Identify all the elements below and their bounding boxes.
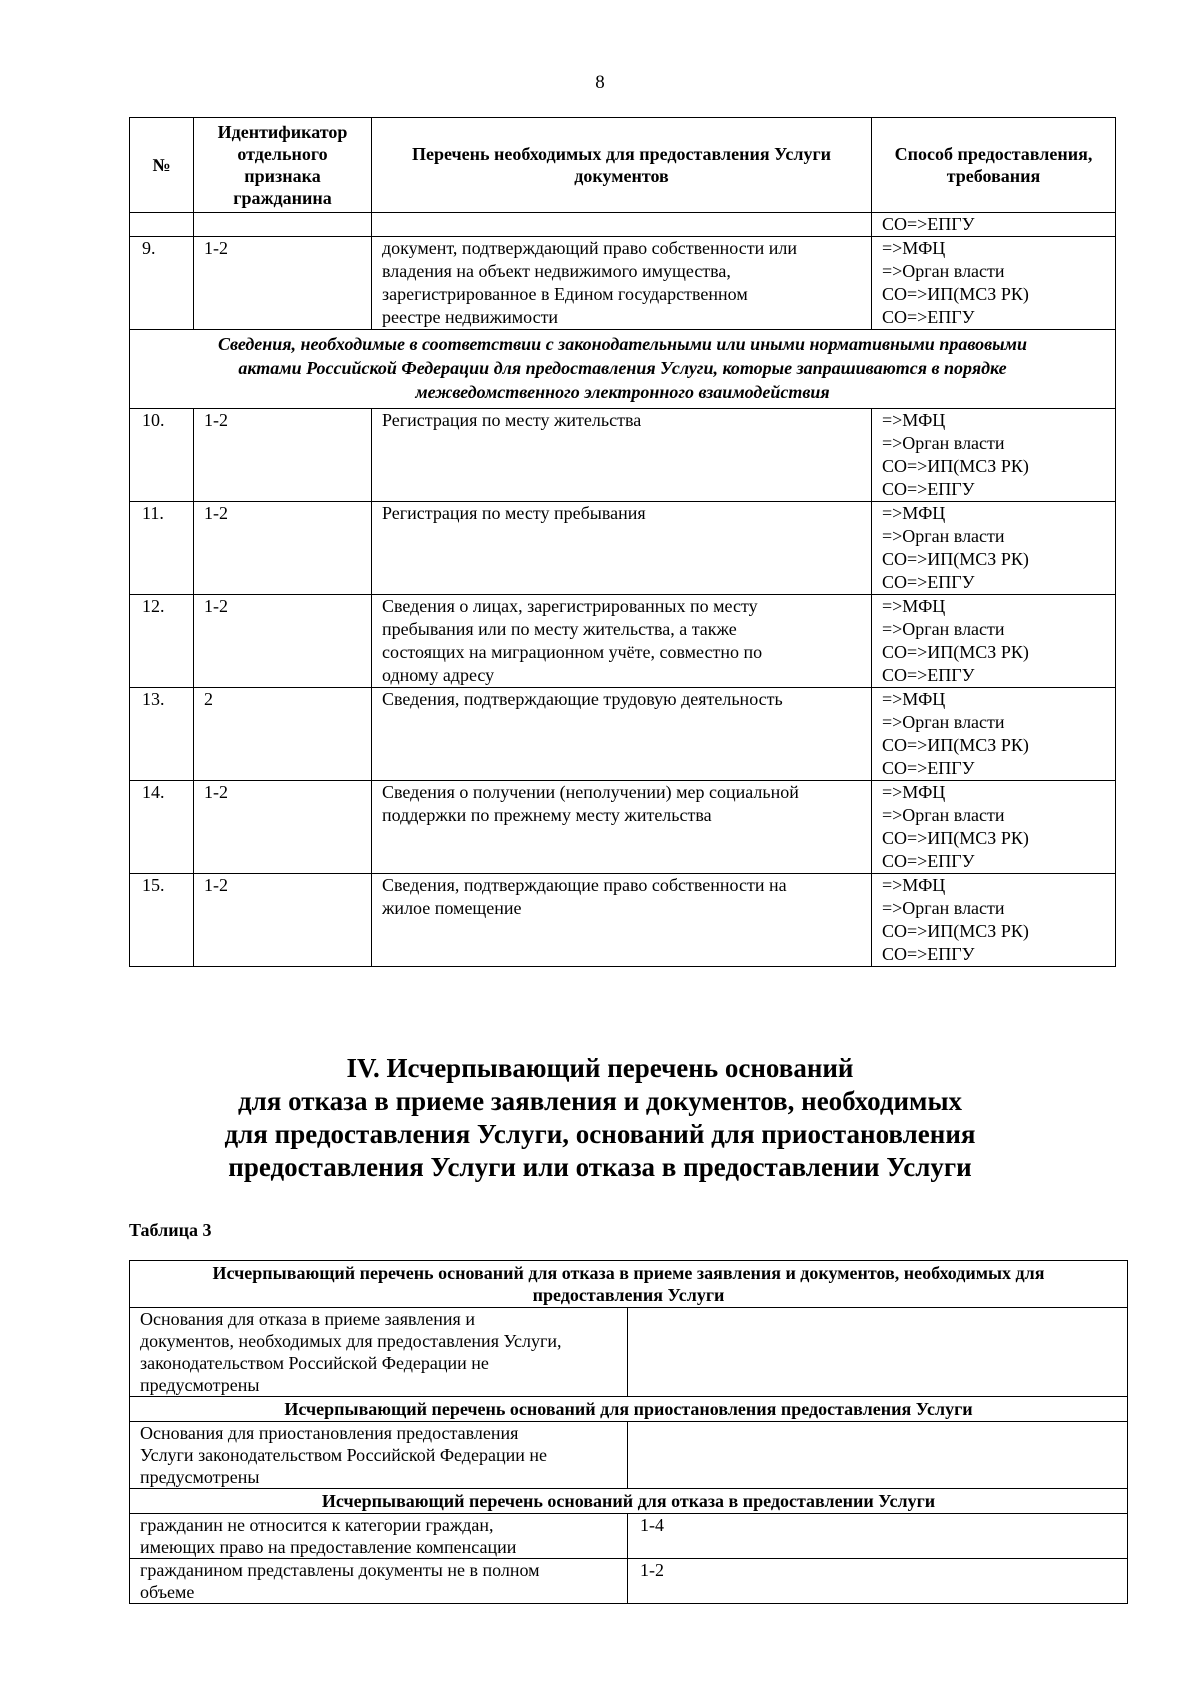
table-row bbox=[130, 595, 1116, 688]
text-line: СО=>ЕПГУ bbox=[882, 479, 975, 499]
row-document bbox=[372, 781, 872, 874]
row-method bbox=[872, 595, 1116, 688]
block-header-row bbox=[130, 1261, 1128, 1308]
ground-value bbox=[628, 1422, 1128, 1489]
text-line: =>Орган власти bbox=[882, 619, 1005, 639]
row-identifier: 1-2 bbox=[194, 502, 372, 595]
row-method bbox=[872, 874, 1116, 967]
row-number: 12. bbox=[130, 595, 194, 688]
text-line: =>МФЦ bbox=[882, 875, 946, 895]
text-line: состоящих на миграционном учёте, совместно по bbox=[382, 642, 763, 662]
row-method bbox=[872, 781, 1116, 874]
text-line: имеющих право на предоставление компенсации bbox=[140, 1537, 517, 1557]
table-row bbox=[130, 1308, 1128, 1397]
text-line: СО=>ИП(МСЗ РК) bbox=[882, 828, 1029, 848]
section-heading bbox=[0, 1052, 1200, 1184]
text-line: Сведения, подтверждающие трудовую деятельность bbox=[382, 689, 783, 709]
text-line: =>МФЦ bbox=[882, 782, 946, 802]
row-identifier: 1-2 bbox=[194, 781, 372, 874]
ground-text bbox=[130, 1514, 628, 1559]
row-identifier: 1-2 bbox=[194, 409, 372, 502]
table-row bbox=[130, 1422, 1128, 1489]
text-line: СО=>ЕПГУ bbox=[882, 307, 975, 327]
section-row bbox=[130, 330, 1116, 409]
text-line: Основания для отказа в приеме заявления и bbox=[140, 1309, 475, 1329]
text-line: Сведения о получении (неполучении) мер социальной bbox=[382, 782, 799, 802]
text-line: =>Орган власти bbox=[882, 526, 1005, 546]
table-row bbox=[130, 874, 1116, 967]
ground-text bbox=[130, 1308, 628, 1397]
text-line: СО=>ЕПГУ bbox=[882, 851, 975, 871]
row-identifier: 1-2 bbox=[194, 874, 372, 967]
text-line: межведомственного электронного взаимодействия bbox=[415, 382, 830, 402]
text-line: актами Российской Федерации для предоставления Услуги, которые запрашиваются в порядке bbox=[238, 358, 1007, 378]
text-line: для предоставления Услуги, оснований для приостановления bbox=[224, 1119, 976, 1149]
text-line: СО=>ИП(МСЗ РК) bbox=[882, 642, 1029, 662]
text-line: Сведения о лицах, зарегистрированных по месту bbox=[382, 596, 758, 616]
text-line: предоставления Услуги bbox=[532, 1285, 725, 1305]
text-line: Услуги законодательством Российской Федерации не bbox=[140, 1445, 547, 1465]
column-header-num: № bbox=[130, 118, 194, 213]
row-number: 9. bbox=[130, 237, 194, 330]
row-identifier: 1-2 bbox=[194, 595, 372, 688]
text-line: =>МФЦ bbox=[882, 689, 946, 709]
row-method bbox=[872, 237, 1116, 330]
text-line: СО=>ЕПГУ bbox=[882, 572, 975, 592]
row-number: 14. bbox=[130, 781, 194, 874]
text-line: =>Орган власти bbox=[882, 433, 1005, 453]
row-number: 10. bbox=[130, 409, 194, 502]
row-number: 11. bbox=[130, 502, 194, 595]
text-line: документ, подтверждающий право собственности или bbox=[382, 238, 797, 258]
row-method bbox=[872, 502, 1116, 595]
text-line: зарегистрированное в Едином государственном bbox=[382, 284, 748, 304]
row-method bbox=[872, 688, 1116, 781]
text-line: СО=>ЕПГУ bbox=[882, 758, 975, 778]
text-line: =>Орган власти bbox=[882, 805, 1005, 825]
table-row bbox=[130, 1559, 1128, 1604]
row-identifier: 1-2 bbox=[194, 237, 372, 330]
row-document bbox=[372, 409, 872, 502]
section-caption bbox=[130, 330, 1116, 409]
block-header-row bbox=[130, 1397, 1128, 1422]
text-line: Исчерпывающий перечень оснований для приостановления предоставления Услуги bbox=[284, 1399, 973, 1419]
text-line: СО=>ИП(МСЗ РК) bbox=[882, 284, 1029, 304]
table-row bbox=[130, 781, 1116, 874]
text-line: СО=>ЕПГУ bbox=[882, 944, 975, 964]
table-label: Таблица 3 bbox=[129, 1220, 212, 1240]
text-line: гражданином представлены документы не в полном bbox=[140, 1560, 540, 1580]
text-line: одному адресу bbox=[382, 665, 495, 685]
table-row bbox=[130, 409, 1116, 502]
text-line: жилое помещение bbox=[382, 898, 522, 918]
text-line: предусмотрены bbox=[140, 1375, 260, 1395]
table-header-row bbox=[130, 118, 1116, 213]
text-line: пребывания или по месту жительства, а также bbox=[382, 619, 737, 639]
column-header-identifier: Идентификатор отдельного признака гражданина bbox=[194, 118, 372, 213]
text-line: СО=>ЕПГУ bbox=[882, 665, 975, 685]
text-line: Основания для приостановления предоставления bbox=[140, 1423, 519, 1443]
block-header bbox=[130, 1397, 1128, 1422]
ground-text bbox=[130, 1559, 628, 1604]
text-line: гражданин не относится к категории граждан, bbox=[140, 1515, 494, 1535]
carry-over-row bbox=[130, 213, 1116, 237]
text-line: Регистрация по месту пребывания bbox=[382, 503, 646, 523]
row-document bbox=[372, 237, 872, 330]
text-line: IV. Исчерпывающий перечень оснований bbox=[346, 1053, 854, 1083]
carry-over-method: СО=>ЕПГУ bbox=[872, 213, 1116, 237]
refusal-grounds-table bbox=[129, 1260, 1128, 1604]
table-row bbox=[130, 688, 1116, 781]
text-line: =>Орган власти bbox=[882, 261, 1005, 281]
text-line: реестре недвижимости bbox=[382, 307, 559, 327]
text-line: Сведения, подтверждающие право собственности на bbox=[382, 875, 787, 895]
ground-value: 1-4 bbox=[628, 1514, 1128, 1559]
text-line: СО=>ИП(МСЗ РК) bbox=[882, 456, 1029, 476]
column-header-method: Способ предоставления, требования bbox=[872, 118, 1116, 213]
text-line: СО=>ИП(МСЗ РК) bbox=[882, 921, 1029, 941]
table-row bbox=[130, 1514, 1128, 1559]
text-line: СО=>ИП(МСЗ РК) bbox=[882, 549, 1029, 569]
text-line: =>МФЦ bbox=[882, 503, 946, 523]
row-number: 13. bbox=[130, 688, 194, 781]
text-line: Исчерпывающий перечень оснований для отказа в предоставлении Услуги bbox=[321, 1491, 936, 1511]
row-document bbox=[372, 595, 872, 688]
text-line: законодательством Российской Федерации не bbox=[140, 1353, 489, 1373]
text-line: =>МФЦ bbox=[882, 410, 946, 430]
ground-text bbox=[130, 1422, 628, 1489]
row-document bbox=[372, 874, 872, 967]
table-row bbox=[130, 502, 1116, 595]
block-header-row bbox=[130, 1489, 1128, 1514]
text-line: Регистрация по месту жительства bbox=[382, 410, 642, 430]
text-line: предоставления Услуги или отказа в предоставлении Услуги bbox=[228, 1152, 972, 1182]
block-header bbox=[130, 1489, 1128, 1514]
row-document bbox=[372, 688, 872, 781]
text-line: Исчерпывающий перечень оснований для отказа в приеме заявления и документов, необходимых для bbox=[212, 1263, 1045, 1283]
text-line: предусмотрены bbox=[140, 1467, 260, 1487]
row-method bbox=[872, 409, 1116, 502]
column-header-documents: Перечень необходимых для предоставления Услуги документов bbox=[372, 118, 872, 213]
text-line: =>МФЦ bbox=[882, 596, 946, 616]
ground-value bbox=[628, 1308, 1128, 1397]
text-line: =>Орган власти bbox=[882, 898, 1005, 918]
documents-table bbox=[129, 117, 1116, 967]
text-line: Сведения, необходимые в соответствии с законодательными или иными нормативными правовыми bbox=[217, 334, 1028, 354]
table-row bbox=[130, 237, 1116, 330]
text-line: для отказа в приеме заявления и документов, необходимых bbox=[237, 1086, 963, 1116]
block-header bbox=[130, 1261, 1128, 1308]
row-number: 15. bbox=[130, 874, 194, 967]
row-identifier: 2 bbox=[194, 688, 372, 781]
text-line: СО=>ИП(МСЗ РК) bbox=[882, 735, 1029, 755]
text-line: объеме bbox=[140, 1582, 195, 1602]
ground-value: 1-2 bbox=[628, 1559, 1128, 1604]
text-line: документов, необходимых для предоставления Услуги, bbox=[140, 1331, 562, 1351]
text-line: владения на объект недвижимого имущества, bbox=[382, 261, 731, 281]
page-number: 8 bbox=[595, 72, 605, 93]
text-line: =>МФЦ bbox=[882, 238, 946, 258]
text-line: поддержки по прежнему месту жительства bbox=[382, 805, 712, 825]
row-document bbox=[372, 502, 872, 595]
text-line: =>Орган власти bbox=[882, 712, 1005, 732]
